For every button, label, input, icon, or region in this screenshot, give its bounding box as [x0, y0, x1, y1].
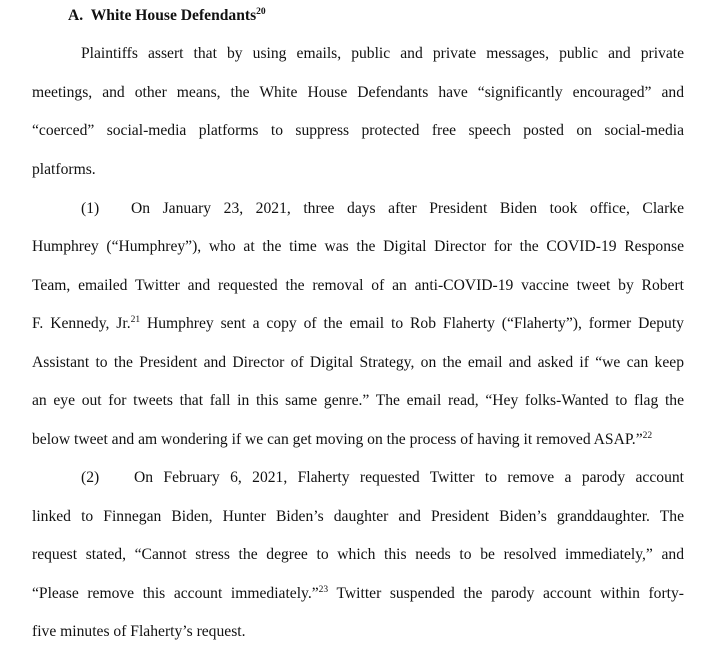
item-1-line-5 — [32, 353, 684, 373]
intro-line-2 — [32, 83, 684, 103]
item-1-line-1 — [131, 199, 684, 219]
item-2-line-2-text: linked to Finnegan Biden, Hunter Biden’s daughter and President Biden’s granddaughter. The — [32, 508, 684, 525]
item-2-line-4 — [32, 584, 684, 604]
intro-line-1-text: Plaintiffs assert that by using emails, public and private messages, public and private — [81, 45, 684, 62]
footnote-ref-20: 20 — [256, 6, 266, 17]
item-1-line-4 — [32, 314, 684, 334]
item-1-line-2-text: Humphrey (“Humphrey”), who at the time was the Digital Director for the COVID-19 Response — [32, 238, 684, 255]
item-1-line-7-text: below tweet and am wondering if we can get moving on the process of having it removed ASAP.” — [32, 431, 643, 448]
intro-line-1 — [81, 44, 684, 64]
intro-line-4 — [32, 160, 684, 180]
section-heading-title: White House Defendants — [90, 7, 257, 24]
item-2-line-3 — [32, 545, 684, 565]
item-2-line-5-text: five minutes of Flaherty’s request. — [32, 623, 246, 640]
item-1-line-7 — [32, 430, 684, 450]
item-2-line-4a-text: “Please remove this account immediately.” — [32, 585, 319, 602]
item-2-line-3-text: request stated, “Cannot stress the degree to which this needs to be resolved immediately,” and — [32, 546, 684, 563]
item-2-number — [81, 468, 121, 488]
item-1-line-4a-text: F. Kennedy, Jr. — [32, 315, 131, 332]
section-heading — [68, 6, 708, 26]
item-1-line-1-text: On January 23, 2021, three days after President Biden took office, Clarke — [131, 200, 684, 217]
item-2-line-2 — [32, 507, 684, 527]
footnote-ref-22: 22 — [642, 430, 653, 441]
item-1-line-2 — [32, 237, 684, 257]
item-1-line-6-text: an eye out for tweets that fall in this same genre.” The email read, “Hey folks-Wanted to flag the — [32, 392, 684, 409]
footnote-ref-23: 23 — [318, 584, 329, 595]
item-1-number-text: (1) — [81, 200, 100, 217]
item-1-line-6 — [32, 391, 684, 411]
item-1-number — [81, 199, 121, 219]
section-heading-label: A. — [68, 7, 84, 24]
intro-line-3 — [32, 121, 684, 141]
footnote-ref-21: 21 — [130, 314, 141, 325]
item-1-line-3 — [32, 276, 684, 296]
item-2-line-4b-text: Twitter suspended the parody account within forty- — [328, 585, 684, 602]
item-2-number-text: (2) — [81, 469, 100, 486]
item-1-line-3-text: Team, emailed Twitter and requested the removal of an anti-COVID-19 vaccine tweet by Robert — [32, 277, 684, 294]
item-1-line-4b-text: Humphrey sent a copy of the email to Rob Flaherty (“Flaherty”), former Deputy — [140, 315, 684, 332]
item-2-line-1-text: On February 6, 2021, Flaherty requested Twitter to remove a parody account — [134, 469, 684, 486]
intro-line-2-text: meetings, and other means, the White House Defendants have “significantly encouraged” and — [32, 84, 684, 101]
intro-line-3-text: “coerced” social-media platforms to suppress protected free speech posted on social-media — [32, 122, 684, 139]
item-2-line-5 — [32, 622, 684, 642]
item-2-line-1 — [134, 468, 684, 488]
item-1-line-5-text: Assistant to the President and Director of Digital Strategy, on the email and asked if “we can keep — [32, 354, 684, 371]
intro-line-4-text: platforms. — [32, 161, 96, 178]
